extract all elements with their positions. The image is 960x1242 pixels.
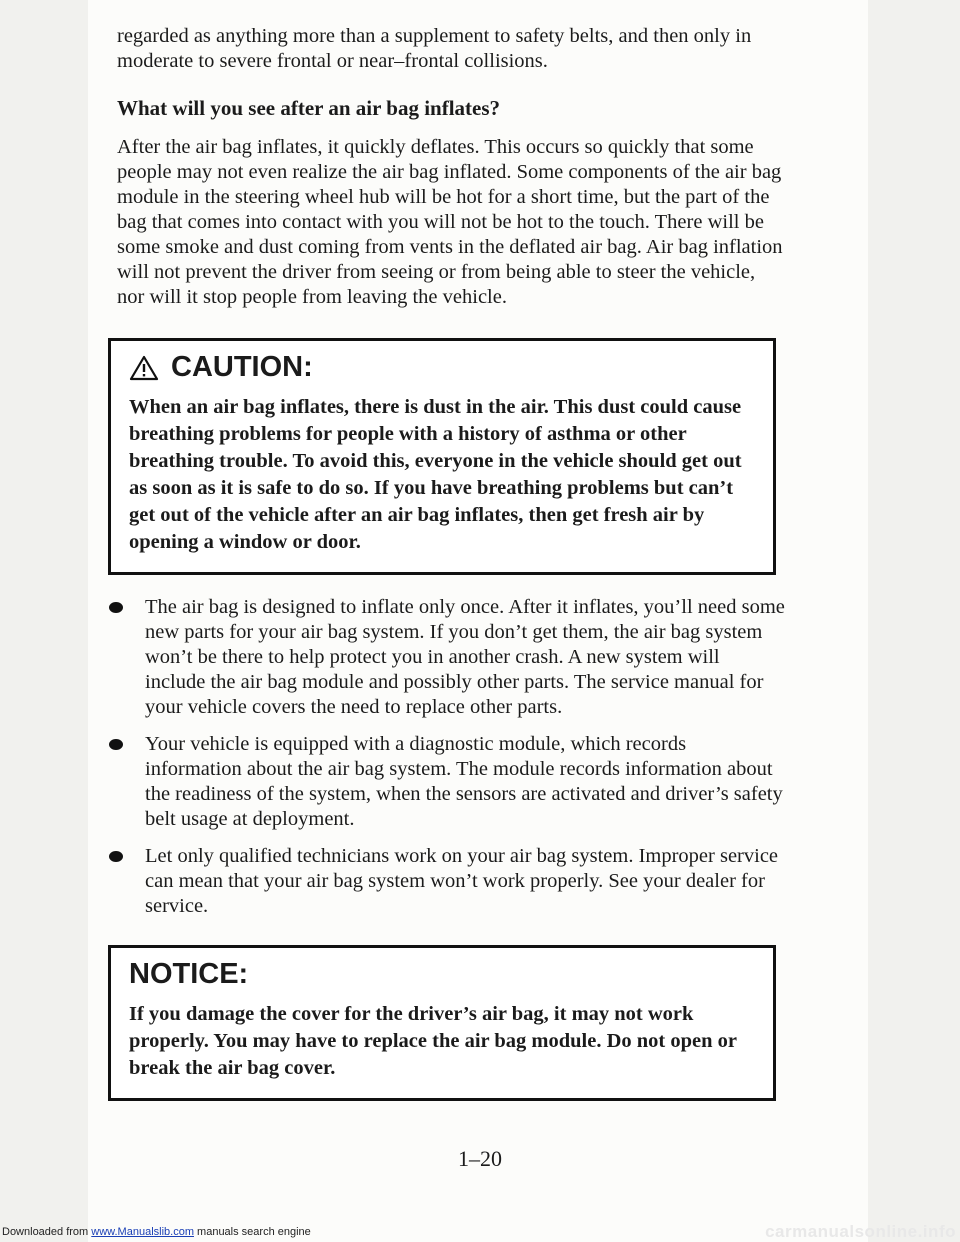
notice-title: NOTICE: xyxy=(129,958,249,990)
list-item-text: Let only qualified technicians work on your air bag system. Improper service can mean that your air bag system won’t work properly. See your dealer for service. xyxy=(145,845,779,917)
list-item xyxy=(107,595,785,720)
caution-text: When an air bag inflates, there is dust in the air. This dust could cause breathing problems for people with a history of asthma or other breathing trouble. To avoid this, everyone in the vehicle should get out as soon as it is safe to do so. If you have breathing problems but can’t get out of the vehicle after an air bag inflates, then get fresh air by opening a window or door. xyxy=(129,396,742,553)
answer-paragraph: After the air bag inflates, it quickly deflates. This occurs so quickly that some people may not even realize the air bag inflated. Some components of the air bag module in the steering wheel hub will be hot for a short time, but the part of the bag that comes into contact with you will not be hot to the touch. There will be some smoke and dust coming from vents in the deflated air bag. Air bag inflation will not prevent the driver from seeing or from being able to steer the vehicle, nor will it stop people from leaving the vehicle. xyxy=(117,136,783,308)
notice-header xyxy=(129,958,755,991)
page-number: 1–20 xyxy=(458,1146,502,1171)
credit-prefix: Downloaded from xyxy=(2,1226,92,1238)
caution-box xyxy=(108,338,776,575)
download-credit xyxy=(2,1226,311,1238)
warning-triangle-icon xyxy=(129,355,159,381)
manualslib-link[interactable]: www.Manualslib.com xyxy=(91,1226,194,1238)
watermark: carmanualsonline.info xyxy=(765,1222,956,1241)
list-item xyxy=(107,844,785,919)
bullet-list xyxy=(117,595,785,919)
credit-suffix: manuals search engine xyxy=(193,1226,311,1238)
list-item xyxy=(107,732,785,832)
notice-box xyxy=(108,945,776,1101)
notice-text: If you damage the cover for the driver’s air bag, it may not work properly. You may have to replace the air bag module. Do not open or break the air bag cover. xyxy=(129,1003,737,1079)
bullet-icon xyxy=(109,739,123,750)
list-item-text: The air bag is designed to inflate only once. After it inflates, you’ll need some new parts for your air bag system. If you don’t get them, the air bag system won’t be there to help protect you in another crash. A new system will include the air bag module and possibly other parts. The service manual for your vehicle covers the need to replace other parts. xyxy=(145,596,785,718)
bullet-icon xyxy=(109,602,123,613)
footer-bar xyxy=(0,1224,960,1242)
caution-title: CAUTION: xyxy=(171,351,313,383)
list-item-text: Your vehicle is equipped with a diagnostic module, which records information about the air bag system. The module records information about the readiness of the system, when the sensors are activated and driver’s safety belt usage at deployment. xyxy=(145,733,783,830)
section-heading: What will you see after an air bag inflates? xyxy=(117,96,501,120)
intro-paragraph: regarded as anything more than a supplement to safety belts, and then only in moderate to severe frontal or near–frontal collisions. xyxy=(117,25,752,72)
bullet-icon xyxy=(109,851,123,862)
caution-header xyxy=(129,351,755,384)
page-content xyxy=(117,24,785,1101)
